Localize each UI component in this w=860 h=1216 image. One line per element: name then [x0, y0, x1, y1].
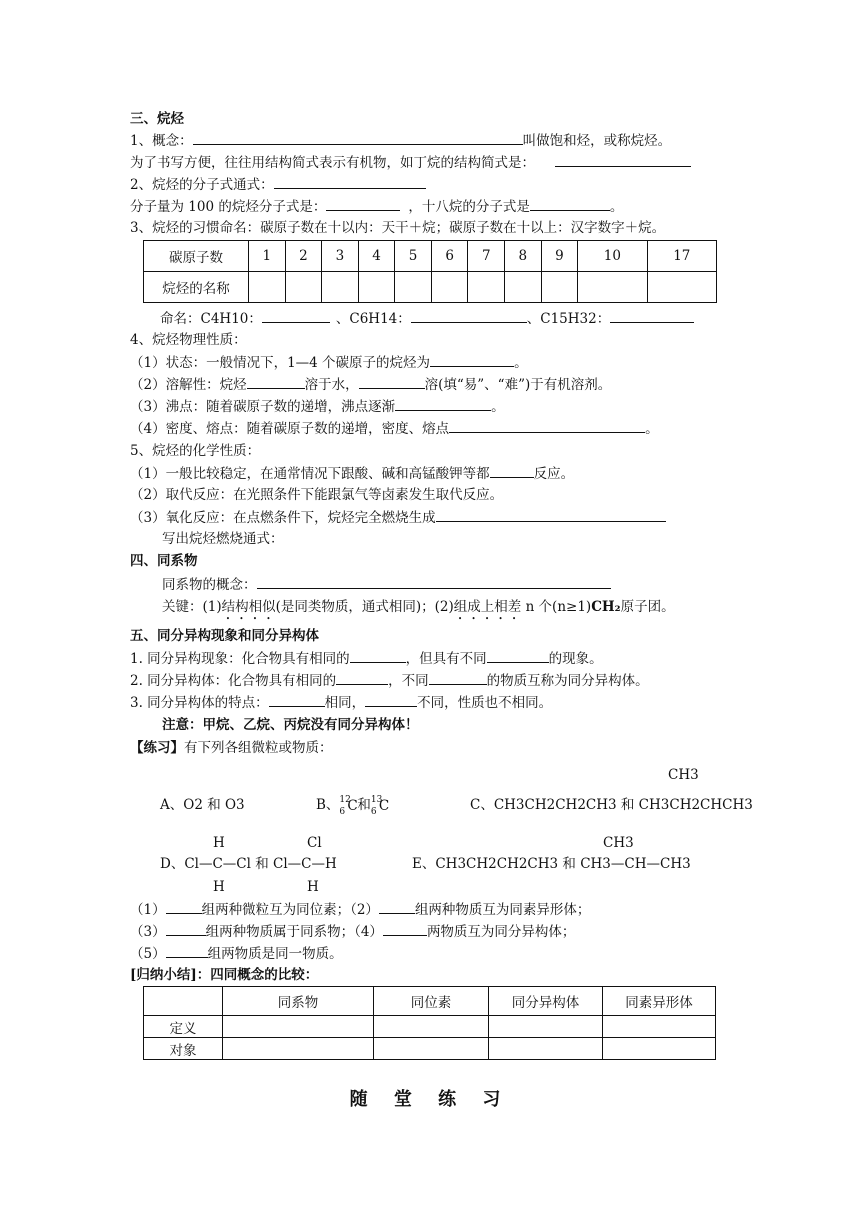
- den-blank[interactable]: [449, 419, 645, 433]
- q5-label: （5）: [130, 946, 166, 962]
- oxidation-line: [130, 508, 666, 527]
- summary-corner: [144, 987, 223, 1016]
- struct-line: [130, 153, 691, 172]
- state-line: [130, 353, 528, 372]
- octadecane-blank[interactable]: [530, 197, 610, 211]
- separator: 、: [335, 311, 350, 327]
- summary-cell[interactable]: [603, 1016, 716, 1038]
- section-title-alkanes: 三、烷烃: [130, 111, 184, 127]
- key-c: (是同类物质，通式相同)；(2): [275, 599, 454, 615]
- summary-cell[interactable]: [223, 1016, 374, 1038]
- formula-label: 2、烷烃的分子式通式：: [130, 177, 274, 193]
- p1-b: ，但具有不同: [405, 651, 487, 667]
- ox-text: （3）氧化反应：在点燃条件下，烷烃完全燃烧生成: [130, 510, 436, 526]
- option-b: [316, 796, 389, 815]
- practice-label: 【练习】: [130, 740, 184, 756]
- chemical-title: 5、烷烃的化学性质：: [130, 443, 261, 459]
- option-a: A、O2 和 O3: [160, 797, 245, 813]
- summary-row-label: 对象: [144, 1038, 223, 1060]
- atomic-number: 6: [339, 806, 346, 817]
- table-cell: 4: [358, 241, 395, 272]
- q4-blank[interactable]: [383, 922, 427, 936]
- key-structure-similar: 结构相似: [221, 599, 276, 615]
- table-input-cell[interactable]: [249, 272, 286, 303]
- mw-line: [130, 197, 623, 216]
- table-input-cell[interactable]: [395, 272, 432, 303]
- question-3-4: [130, 922, 575, 941]
- question-5: [130, 944, 343, 963]
- c6h14-blank[interactable]: [411, 309, 527, 323]
- mw-text-a: 分子量为 100 的烷烃分子式是：: [130, 199, 327, 215]
- formula-line: [130, 175, 426, 194]
- homolog-concept-label: 同系物的概念：: [162, 577, 257, 593]
- summary-cell[interactable]: [489, 1016, 603, 1038]
- summary-header: 同素异形体: [603, 987, 716, 1016]
- q3-text: 组两种物质属于同系物；（4）: [205, 924, 383, 940]
- stable-blank[interactable]: [490, 464, 534, 478]
- separator: 、: [526, 311, 541, 327]
- sol-water-blank[interactable]: [247, 375, 305, 389]
- q1-blank[interactable]: [166, 900, 202, 914]
- summary-header: 同系物: [223, 987, 374, 1016]
- p3-a: 3. 同分异构体的特点：: [130, 695, 269, 711]
- q2-text: 组两种物质互为同素异形体；: [414, 902, 591, 918]
- p2-b: ，不同: [388, 673, 429, 689]
- isomer-p2: [130, 671, 649, 690]
- summary-title: [归纳小结]：四同概念的比较：: [130, 967, 319, 983]
- struct-text: 为了书写方便，往往用结构简式表示有机物，如丁烷的结构简式是：: [130, 155, 535, 171]
- carbon-name-table: [143, 240, 717, 303]
- p3-c: 不同，性质也不相同。: [417, 695, 553, 711]
- q5-blank[interactable]: [166, 944, 208, 958]
- summary-header: 同分异构体: [489, 987, 603, 1016]
- mw-text-b: ，十八烷的分子式是: [408, 199, 530, 215]
- table-cell: 8: [505, 241, 542, 272]
- naming-line: 3、烷烃的习惯命名：碳原子数在十以内：天干＋烷；碳原子数在十以上：汉字数字＋烷。: [130, 220, 666, 236]
- element-symbol: C: [347, 797, 358, 814]
- option-e: E、CH3CH2CH2CH3 和 CH3—CH—CH3: [412, 856, 691, 872]
- d-h-bot-2: H: [307, 879, 319, 895]
- q4-text: 两物质互为同分异构体；: [426, 924, 576, 940]
- table-input-cell[interactable]: [468, 272, 505, 303]
- summary-cell[interactable]: [489, 1038, 603, 1060]
- bp-blank[interactable]: [395, 397, 491, 411]
- p2-blank-2[interactable]: [429, 671, 487, 685]
- sol-text-b: 溶于水，: [304, 377, 359, 393]
- p2-blank-1[interactable]: [336, 671, 388, 685]
- struct-blank[interactable]: [555, 153, 691, 167]
- c15h32-label: C15H32：: [540, 311, 611, 327]
- table-header-carbon: 碳原子数: [144, 241, 249, 272]
- table-input-cell[interactable]: [578, 272, 647, 303]
- summary-cell[interactable]: [374, 1016, 489, 1038]
- p1-blank-1[interactable]: [350, 649, 406, 663]
- c4h10-blank[interactable]: [262, 309, 330, 323]
- isomer-p1: [130, 649, 603, 668]
- p3-blank-1[interactable]: [269, 693, 325, 707]
- mw-text-c: 。: [609, 199, 624, 215]
- d-h-top: H: [213, 835, 225, 851]
- footer-title: 随 堂 练 习: [349, 1089, 511, 1110]
- concept-blank[interactable]: [193, 131, 523, 145]
- c15h32-blank[interactable]: [610, 309, 694, 323]
- isomer-p3: [130, 693, 552, 712]
- table-cell: 2: [285, 241, 322, 272]
- table-cell: 7: [468, 241, 505, 272]
- table-input-cell[interactable]: [358, 272, 395, 303]
- table-input-cell[interactable]: [285, 272, 322, 303]
- ox-blank[interactable]: [436, 508, 666, 522]
- summary-row-label: 定义: [144, 1016, 223, 1038]
- key-ch2: CH₂: [591, 599, 621, 615]
- mass-number: 13: [370, 794, 383, 805]
- summary-cell[interactable]: [374, 1038, 489, 1060]
- p1-blank-2[interactable]: [487, 649, 549, 663]
- sol-organic-blank[interactable]: [359, 375, 425, 389]
- table-cell: 9: [541, 241, 578, 272]
- practice-text: 有下列各组微粒或物质：: [184, 740, 333, 756]
- p1-c: 的现象。: [548, 651, 603, 667]
- mass-number: 12: [339, 794, 351, 805]
- stable-text: （1）一般比较稳定，在通常情况下跟酸、碱和高锰酸钾等都: [130, 466, 490, 482]
- table-cell: 1: [249, 241, 286, 272]
- and-text: 和: [357, 797, 371, 813]
- summary-cell[interactable]: [603, 1038, 716, 1060]
- key-composition-diff: 组成上相差: [453, 599, 522, 615]
- section-title-isomers: 五、同分异构现象和同分异构体: [130, 628, 319, 644]
- summary-cell[interactable]: [223, 1038, 374, 1060]
- c-ch3-top: CH3: [668, 767, 699, 783]
- table-cell: 5: [395, 241, 432, 272]
- element-symbol: C: [378, 797, 390, 814]
- homolog-key-line: [162, 598, 675, 623]
- table-cell: 6: [431, 241, 468, 272]
- concept-tail: 叫做饱和烃，或称烷烃。: [522, 133, 672, 149]
- table-input-cell[interactable]: [322, 272, 359, 303]
- table-input-cell[interactable]: [431, 272, 468, 303]
- q5-text: 组两物质是同一物质。: [207, 946, 343, 962]
- q3-label: （3）: [130, 924, 166, 940]
- table-header-name: 烷烃的名称: [144, 272, 249, 303]
- table-cell: 17: [647, 241, 716, 272]
- c4h10-label: C4H10：: [200, 311, 262, 327]
- naming-examples: [160, 309, 694, 328]
- p3-blank-2[interactable]: [365, 693, 417, 707]
- summary-header: 同位素: [374, 987, 489, 1016]
- table-cell: 10: [578, 241, 647, 272]
- state-end: 。: [514, 355, 528, 371]
- stable-end: 反应。: [533, 466, 575, 482]
- formula-blank[interactable]: [274, 175, 426, 189]
- q3-blank[interactable]: [166, 922, 206, 936]
- carbon-12-symbol: [339, 794, 358, 817]
- bp-text: （3）沸点：随着碳原子数的递增，沸点逐渐: [130, 399, 396, 415]
- p3-b: 相同，: [324, 695, 366, 711]
- homolog-concept-line: [162, 575, 611, 594]
- combustion-line: 写出烷烃燃烧通式：: [162, 531, 284, 547]
- q1-text: 组两种微粒互为同位素；（2）: [201, 902, 379, 918]
- practice-heading: [130, 739, 333, 757]
- option-d: D、Cl—C—Cl 和 Cl—C—H: [160, 856, 337, 872]
- sol-text-c: 溶(填“易”、“难”)于有机溶剂。: [424, 377, 612, 393]
- e-ch3-top: CH3: [603, 835, 634, 851]
- solubility-line: [130, 375, 611, 394]
- summary-table: [143, 986, 716, 1060]
- option-b-label: B、: [316, 797, 340, 813]
- den-text: （4）密度、熔点：随着碳原子数的递增，密度、熔点: [130, 421, 450, 437]
- p2-c: 的物质互称为同分异构体。: [486, 673, 649, 689]
- key-e: n 个(n≥1): [521, 599, 592, 615]
- p2-a: 2. 同分异构体：化合物具有相同的: [130, 673, 337, 689]
- table-input-cell[interactable]: [541, 272, 578, 303]
- table-input-cell[interactable]: [505, 272, 542, 303]
- concept-line: [130, 131, 671, 150]
- concept-label: 1、概念：: [130, 133, 193, 149]
- state-text: （1）状态：一般情况下，1—4 个碳原子的烷烃为: [130, 355, 431, 371]
- table-cell: 3: [322, 241, 359, 272]
- table-input-cell[interactable]: [647, 272, 716, 303]
- boiling-line: [130, 397, 505, 416]
- sol-text-a: （2）溶解性：烷烃: [130, 377, 247, 393]
- option-c: C、CH3CH2CH2CH3 和 CH3CH2CHCH3: [470, 797, 753, 813]
- section-title-homologs: 四、同系物: [130, 553, 198, 569]
- bp-end: 。: [491, 399, 505, 415]
- state-blank[interactable]: [430, 353, 514, 367]
- stable-line: [130, 464, 574, 483]
- c6h14-label: C6H14：: [349, 311, 411, 327]
- density-line: [130, 419, 659, 438]
- carbon-13-symbol: [370, 794, 390, 817]
- atomic-number: 6: [370, 806, 377, 817]
- naming-label: 命名：: [160, 311, 201, 327]
- key-g: 原子团。: [620, 599, 675, 615]
- q1-label: （1）: [130, 902, 166, 918]
- key-a: 关键：(1): [162, 599, 222, 615]
- isomer-note: 注意：甲烷、乙烷、丙烷没有同分异构体！: [162, 717, 419, 733]
- homolog-concept-blank[interactable]: [257, 575, 611, 589]
- mw-blank[interactable]: [326, 197, 400, 211]
- substitution-line: （2）取代反应：在光照条件下能跟氯气等卤素发生取代反应。: [130, 487, 504, 503]
- d-cl-top: Cl: [307, 835, 322, 851]
- question-1-2: [130, 900, 590, 919]
- den-end: 。: [645, 421, 659, 437]
- p1-a: 1. 同分异构现象：化合物具有相同的: [130, 651, 350, 667]
- physical-title: 4、烷烃物理性质：: [130, 332, 247, 348]
- q2-blank[interactable]: [379, 900, 415, 914]
- d-h-bot-1: H: [213, 879, 225, 895]
